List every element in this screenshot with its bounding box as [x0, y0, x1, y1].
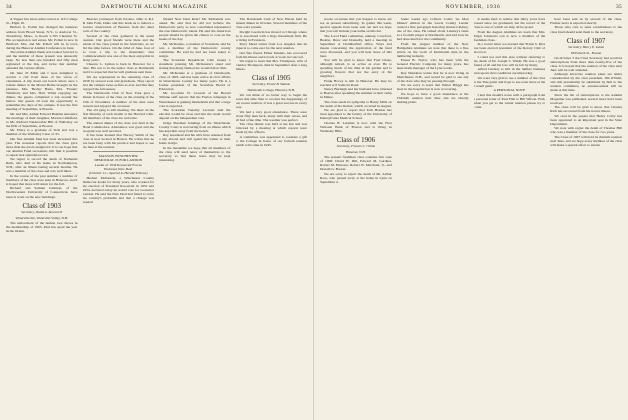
column-4 — [550, 17, 622, 420]
paragraph: The endowment of the human race shows in the membership of 1903. Paul has spent the year in the Orient. — [6, 220, 78, 233]
paragraph: Ray Shanahan writes that he is now living in Manchester, N.H., and would be glad to see any of the class who may be passing through. — [396, 70, 469, 83]
paragraph: The class will be glad to know that Charles Rich has recovered from his recent illness. — [550, 105, 622, 114]
paragraph: Mr. McKenzie is a graduate of Dartmouth, class of 1903, and has been active in civic affairs in Westchester County for many years. He is a former president of the Scarsdale Board of Education. — [159, 70, 231, 91]
paragraph: From the August Alumnus we learn that Mrs. Edgar Johnson's son is now a member of the freshman class. — [473, 29, 546, 42]
column-text — [474, 93, 546, 109]
paragraph: Since the list of subscriptions to the Alumni Magazine was published, several more have been received. — [550, 92, 622, 105]
paragraph: Cheever L. Lyman is back in Hanover for a time. His son is in the senior class at Dartmouth and it is expected that he will graduate next June. — [82, 62, 154, 75]
paragraph: From the August number of the New Hampshire Alumnus we note that there is a fine article on the work of Dartmouth men in the lumbering industry. — [396, 41, 469, 58]
section-heading: Class of 1907 — [566, 36, 606, 45]
paragraph: Charles B. Laramie is now with the First National Bank of Boston and is living in Wellesley Hills. — [320, 120, 392, 133]
news-credit-2: Endorses New Deal — [104, 167, 133, 172]
column-text — [159, 17, 231, 162]
paragraph: The Local Fund committee, namely, Crawford, Beattie, Drew and Donnelly, held a meeting in September at Chamberlin's office. Ways and means concerning the application of the fund were discussed, and you will hear more of this later. — [320, 33, 392, 58]
section-address: 98 Federal St., Boston — [571, 50, 602, 55]
paragraph: We regret to learn that Mrs. Thompson, wife of Charles Thompson, died in September after a long illness. — [235, 59, 307, 72]
column-text — [320, 17, 392, 133]
paragraph: Mr. Goodwin W. Crowell of the Herald Tribune staff reports that the Fusion campaign in Westchester is gaining momentum and that a large vote is expected. — [159, 91, 231, 108]
paragraph: You will be glad to know that Fred Chase, although retired, is as active as ever. He is spending much of his time in his garden and is growing flowers that are the envy of his neighbors. — [320, 58, 392, 79]
paragraph: The Dartmouth Club of New York gave a dinner in honor of the class on the evening of the 15th of November. A number of the men were present and enjoyed the occasion. — [82, 91, 154, 108]
column-text — [6, 17, 78, 199]
section-address: Waterville Inn, Waterville Valley, N.H. — [15, 215, 69, 220]
paragraph: Alfred Lindsay is still in the lumber business and reports that conditions are improving. — [473, 67, 546, 76]
column-text — [83, 17, 155, 149]
section-heading: Class of 1903 — [22, 201, 61, 210]
paragraph: Nancy Burleigh and her husband have returned to Boston after spending the summer at their camp in Maine. — [320, 87, 392, 100]
paragraph: have been sent in by several of the class. Further news is expected shortly. — [550, 17, 622, 26]
page-number: 34 — [6, 4, 12, 10]
paragraph: Mr. McKenzie, a resident of Scarsdale, said he was a member of the Democratic county committee. He said he had not been asked to resign. — [159, 41, 231, 58]
paragraph: We were very glad to see a number of the class at the Yale game and hope to see even more at the Cornell game. — [473, 75, 546, 88]
news-dateline: (October 12—Special to Herald Tribune) — [88, 171, 148, 176]
column-2 — [397, 17, 469, 420]
paragraph: We are sorry to report the death of Mr. Arthur Ross, who passed away at his home in Lynn on September 2. — [320, 171, 392, 184]
paragraph: Several of the class gathered at the usual reunion. Our good friends were there and the whole of the class joined in the festivities, as we did the time before. On the 22nd of June, four of us took a trip to the mountains. Our Commencement was one of the most enjoyable in many years. — [82, 33, 154, 62]
paragraph: On October 3 the Class Secretary had received subscriptions from more than twenty-five of the class. It is hoped that the reunion of the class next June will be well attended. — [550, 55, 622, 72]
paragraph: It has been learned that Harvey Smith of the class is now located in Boston. He writes that he has been busy with his practice and hopes to see the men at the reunion. — [82, 133, 154, 150]
paragraph: Richard and Samuel Glennon, of the Northwestern University of Connecticut, have been at work on the new buildings. — [6, 186, 78, 199]
paragraph: We read in the papers that Henry Colby has been appointed to an important post in the State Department. — [550, 113, 622, 126]
paragraph: Herbert G. Pollett has changed his business address from Broad Street, N.Y., to Andover St., Tewksbury, Mass., to Room 2-765 Chestnut St. His occupation is real estate. Mr. Pollett is now in Hartford. Mrs. and Mr. Pollett will be in town during the Hanover Alumni Conference in June. — [6, 25, 78, 50]
paragraph: Our fine friend, Elmer Daniels, has recovered from his illness and is back at work in Concord. — [235, 50, 307, 59]
news-subheading: DEMOCRAT, IS FOR LANDON — [94, 158, 143, 163]
divider — [93, 151, 145, 152]
paragraph: Our fine Alumni fund has been increased this year. The treasurer reports that the class gave more than the quota assigned it. It is our hope that our Alumni Fund secretaries will find it possible to repeat that splendid record. — [6, 136, 78, 157]
paragraph: I could not end this note without referring to the death of Dr. Joseph S. Walsh. He was a good friend of all and his loss will be felt by many. — [473, 54, 546, 67]
column-4 — [236, 17, 308, 420]
paragraph: The old gang is still meeting. We meet on the first Monday of each month at the Harvard Club. All members of the class are welcome. — [82, 107, 154, 121]
paragraph: We note with regret the death of Thomas Hill who was a member of the class for two years. — [550, 126, 622, 135]
column-text — [320, 155, 392, 184]
column-text — [236, 17, 308, 71]
personal-note-heading: A PERSONAL NOTE — [493, 88, 526, 93]
running-title: DARTMOUTH ALUMNI MAGAZINE — [101, 4, 208, 10]
right-page — [314, 0, 628, 420]
paragraph: The Dartmouth Club of New Haven held its annual dinner in October. Several members of the class were present. — [235, 17, 307, 30]
column-1 — [6, 17, 78, 420]
paragraph: Ernest B. Taylor, who has been with the General Electric Company for many years, has been made manager of the Lynn works. — [396, 58, 469, 71]
paragraph: Should New Deal Rule? Mr. McKenzie was asked. He said that he did not believe the Democratic party as now constituted represented the true Democratic ideals. He said the American people should be given the chance to vote on the issues of the day. — [159, 17, 231, 42]
paragraph: On June 25 Edith and I were delighted to receive a call from three of the wives of classmates. A trip down our beach where once a lobster dinner at the Mount Home brought us the pleasure. Mrs. 'Becky' Bates, Mrs. 'Flossie' Whitfield, and Mrs. Hall. While enjoying our dinner, the guests completed a trip around the harbor. Our guests all took the opportunity to remember the days of the campus. It was the first meeting of September, at Boston. — [6, 70, 78, 112]
column-text — [550, 17, 622, 34]
columns — [320, 17, 622, 420]
running-head — [6, 4, 307, 14]
column-3 — [159, 17, 231, 420]
page-number: 35 — [616, 4, 622, 10]
column-text — [397, 17, 469, 104]
paragraph: Mr. and Mrs. Arthur Edward Haskins announce the marriage of their daughter, Marion Littlefield, to Mr. Richard Vandervelde Hill of Wellesley on the fifth of September, at Boston. — [6, 111, 78, 128]
paragraph: I had this month's notes with a paragraph from a personal letter of Paul Fish to Bill Wilson. Fish, when you get to the winter reunion please try to come. — [473, 92, 546, 109]
paragraph: We are represented in the returning class of 1938 by several sons and grandsons. They report that the campus looks as fine as ever and that they enjoyed the fall season. — [82, 74, 154, 91]
paragraph: We are glad to report that Tom Hanlon has been appointed to the faculty of the University of Pennsylvania Medical School. — [320, 108, 392, 121]
section-heading: Class of 1905 — [252, 74, 291, 83]
paragraph: In a recent letter we learned that Frank S. Rice has been elected president of the Rotary Club of his town. — [473, 42, 546, 55]
paragraph: Frank Hovey is still in Hanover. He may be reached at 6 Sanborn Road. — [320, 78, 392, 87]
column-text — [474, 17, 546, 88]
paragraph: Some weeks ago Colliers Cain's 'As Man Mineet' edition in the Lewis County Leader carried a fine paragraph honoring Ossian Lindsey, one of the class. He talked about Lindsey's fame as a football player at Dartmouth, and told how he had done much for the community. — [396, 17, 469, 42]
section-secretary: Secretary, Henry E. Lanza — [568, 44, 604, 49]
paragraph: Those who care to send contributions to the class fund should send them to the secretary. — [550, 25, 622, 34]
news-credit: Leader of 1934 Roosevelt Forces — [94, 162, 142, 167]
paragraph: In the course of the past summer a number of members of the class were seen in Hanover, and it is hoped that more will return for the fall. — [6, 173, 78, 186]
running-head — [320, 4, 622, 14]
column-text — [236, 93, 308, 147]
section-secretary: Secretary, Francis L. Childs — [336, 144, 375, 149]
paragraph: We can think of no better way to begin the notes this time than to recount the happenings of our recent reunion. It was a great success in every way. — [235, 93, 307, 110]
paragraph: The Class of 1907 will hold its thirtieth reunion next June, and we hope every member of the class will make a special effort to attend. — [550, 134, 622, 147]
news-heading: MAXSON WINCHESTER — [98, 153, 138, 158]
paragraph: Although attractive reunion plans are under consideration by the class president, Jim O'Neill, and will presumably be submitted by him to the reunion committee, no announcement will be made at this time. — [550, 72, 622, 93]
paragraph: The Scarsdale Republican Club issued a statement praising Mr. McKenzie's stand and stating that many Democrats would follow him. — [159, 58, 231, 71]
column-text — [550, 56, 622, 147]
section-address: Hanover, N.H. — [345, 150, 366, 155]
paragraph: A committee was appointed to consider a gift to the College in honor of our fortieth reunion which will come in 1945. — [235, 134, 307, 147]
column-1 — [320, 17, 392, 420]
paragraph: The present freshman class contains five sons of 1906: David H. Dill, Edward M. Gardner, Robert M. Hanover, Robert W. Merchant, Jr., and Donald G. Barton. — [320, 155, 392, 172]
paragraph: The annual dinner of the class was held at the Hotel Commodore. Attendance was good and the program was well received. — [82, 120, 154, 133]
paragraph: We regret to record the death of Nathaniel Ruth, who died at his home in Northampton, N.H., after an illness lasting several months. He was a member of the class and was well liked. — [6, 157, 78, 174]
paragraph: Mr. Ellery is a graduate of Tech and was a member of the Wellesley Class of '25. — [6, 128, 78, 137]
paragraph: Dwight Goodwin has moved to Chicago where he is associated with a large investment firm. He is living in Evanston. — [235, 29, 307, 42]
paragraph: The entire Alumni Week was looked forward to and the number of those present was unusually large. No less than one hundred and fifty men registered at the Inn, and twice that number attended the various affairs. — [6, 50, 78, 71]
running-title: NOVEMBER, 1936 — [445, 4, 501, 10]
paragraph: We are sorry to learn that Walter Briggs has been in the hospital but is now recovering. — [396, 83, 469, 92]
section-secretary: Secretary, Ernest B. Watson — [252, 82, 291, 87]
paragraph: A Tapper has been rediscovered at 116 College St., Elgin, Ill. — [6, 17, 78, 26]
paragraph: recent occasions that you happen to know are not as present subscribing. To gather this week, special appeals have been sent out and we hope that you will include your name on this list. — [320, 17, 392, 34]
paragraph: The class sends its sympathy to Henry Mills on the death of his mother, which occurred in August. — [320, 99, 392, 108]
paragraph: The class dinner was held at the Inn and was followed by a meeting at which reports were made by the officers. — [235, 122, 307, 135]
paragraph: It seems hard to realize that thirty years have passed since we graduated, but the record of the class is one of which we may all be proud. — [473, 17, 546, 30]
paragraph: We had a very good attendance. There were about fifty men back, many with their wives, and all had a fine time. The weather was perfect. — [235, 109, 307, 122]
paragraph: Beavers journeyed from Toronto, Ohio to R.I. & John Falls, Idaho and this leads us to believe a heavier observation of Beavers from the other parts of the country. — [82, 17, 154, 34]
column-2 — [83, 17, 155, 420]
column-text — [83, 176, 155, 204]
columns — [6, 17, 307, 420]
paragraph: In the meantime we hope that all members of the class will send news of themselves to the secretary so that these notes may be kept interesting. — [159, 145, 231, 162]
paragraph: Herbert McKenzie, a Winchester County Democrat leader for many years, who worked for the election of President Roosevelt in 1932 and 1934, declared today he would vote for Governor Landon. He said the New Deal had failed to solve the country's problems and that a change was needed. — [82, 175, 154, 205]
column-text — [6, 221, 78, 233]
paragraph: Perry Mead writes from Los Angeles that he expects to come east for the next reunion. — [235, 42, 307, 51]
paragraph: Ray Greenleaf and his wife have returned from a trip abroad and will spend the winter at their home in Rye. — [159, 133, 231, 146]
paragraph: We hope to have a good attendance at the Thirtieth reunion next June and are already making plans. — [396, 91, 469, 104]
section-heading: Class of 1906 — [336, 136, 376, 145]
paragraph: Judge Sherman Jennings of the Westchester County Court is recovering from an illness which has kept him away from the bench. — [159, 120, 231, 133]
section-address: Dartmouth College, Hanover, N.H. — [247, 88, 296, 93]
column-3 — [474, 17, 546, 420]
section-secretary: Secretary, David A. Ainsworth — [21, 209, 63, 214]
paragraph: The Scarsdale Tuesday Lecturer said the election would be close and that the result would depend on the independent vote. — [159, 107, 231, 121]
